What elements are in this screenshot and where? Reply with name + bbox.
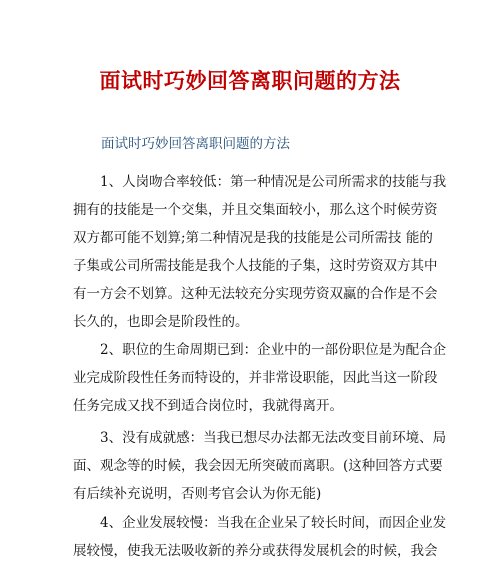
paragraph-1 (73, 168, 447, 336)
paragraph-line: 双方都可能不划算;第二种情况是我的技能是公司所需技 能的 (73, 230, 433, 246)
paragraph-line: 有后续补充说明，否则考官会认为你无能) (73, 486, 322, 502)
paragraph-line: 子集或公司所需技能是我个人技能的子集，这时劳资双方其中 (73, 258, 438, 274)
document-title: 面试时巧妙回答离职问题的方法 (99, 69, 401, 93)
paragraph-4 (73, 509, 447, 565)
paragraph-line: 4、企业发展较慢：当我在企业呆了较长时间，而因企业发 (100, 515, 447, 531)
paragraph-line: 面、观念等的时候，我会因无所突破而离职。(这种回答方式要 (73, 458, 443, 474)
paragraph-line: 任务完成又找不到适合岗位时，我就得离开。 (73, 398, 343, 414)
paragraph-line: 长久的，也即会是阶段性的。 (73, 314, 249, 330)
paragraph-3 (73, 424, 447, 508)
paragraph-line: 业完成阶段性任务而特设的，并非常设职能，因此当这一阶段 (73, 370, 438, 386)
paragraph-line: 拥有的技能是一个交集，并且交集面较小，那么这个时候劳资 (73, 202, 438, 218)
paragraph-line: 有一方会不划算。这种无法较充分实现劳资双赢的合作是不会 (73, 286, 438, 302)
section-heading: 面试时巧妙回答离职问题的方法 (101, 136, 290, 152)
paragraph-line: 展较慢，使我无法吸收新的养分或获得发展机会的时候，我会 (73, 543, 438, 559)
paragraph-line: 3、没有成就感：当我已想尽办法都无法改变目前环境、局 (100, 430, 447, 446)
paragraph-line: 1、人岗吻合率较低：第一种情况是公司所需求的技能与我 (100, 174, 447, 190)
paragraph-line: 2、职位的生命周期已到：企业中的一部份职位是为配合企 (100, 342, 447, 358)
paragraph-2 (73, 336, 447, 420)
